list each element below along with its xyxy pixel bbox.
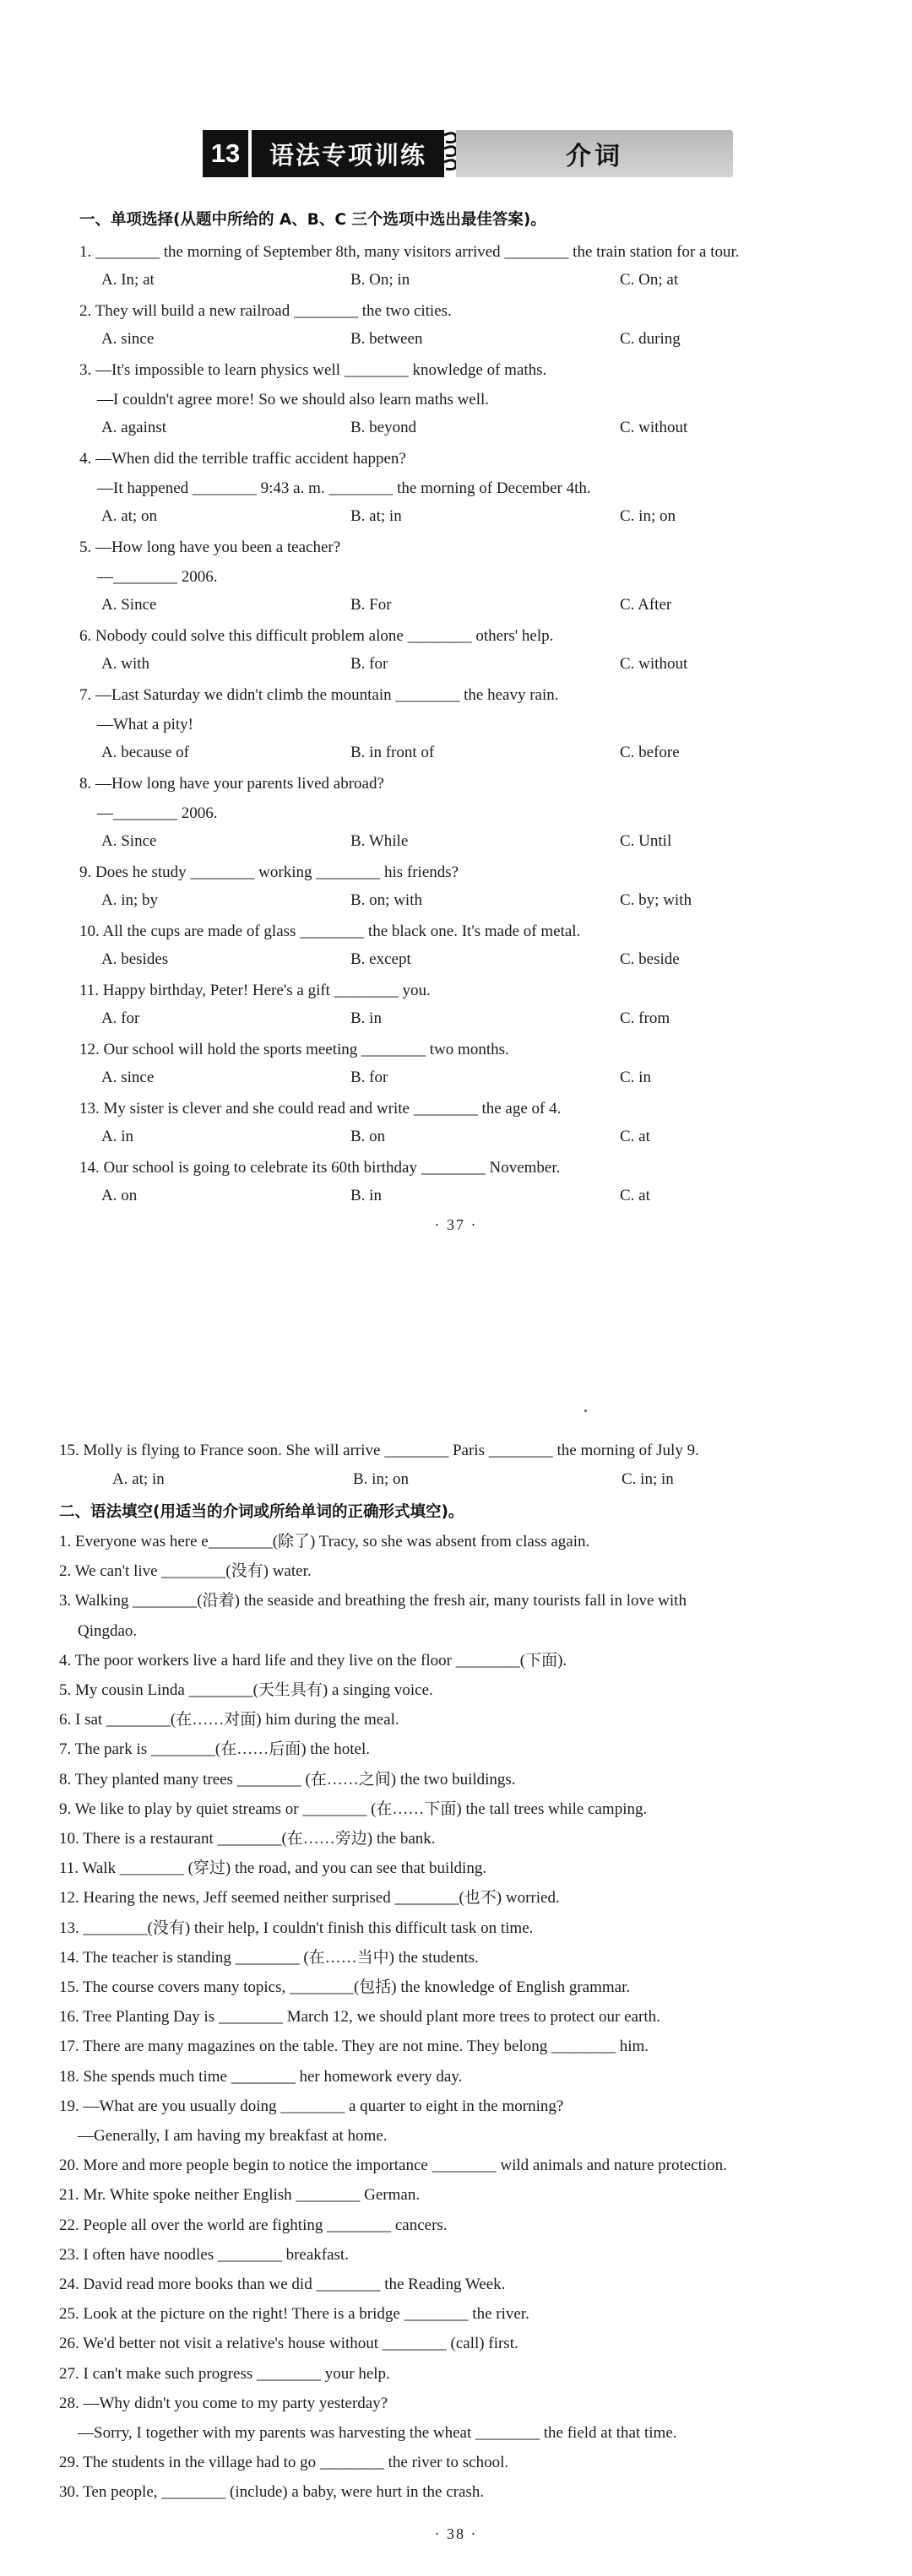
scan-speck <box>584 1410 587 1412</box>
page-37 <box>0 0 912 1283</box>
question-8-option-a: A. Since <box>101 832 157 850</box>
question-5-option-b: B. For <box>350 596 392 614</box>
question-3-option-c: C. without <box>620 419 688 436</box>
fill-in-line: 13. ________(没有) their help, I couldn't finish this difficult task on time. <box>59 1919 534 1937</box>
question-15-option-c: C. in; in <box>622 1470 674 1488</box>
fill-in-line: 2. We can't live ________(没有) water. <box>59 1562 312 1580</box>
page-38 <box>0 1283 912 2576</box>
question-4-option-a: A. at; on <box>101 507 157 525</box>
question-6-line: 6. Nobody could solve this difficult problem alone ________ others' help. <box>79 627 554 645</box>
fill-in-line: 26. We'd better not visit a relative's house without ________ (call) first. <box>59 2335 518 2352</box>
question-5-option-a: A. Since <box>101 596 157 614</box>
question-1-option-b: B. On; in <box>350 271 410 289</box>
fill-in-line: 6. I sat ________(在……对面) him during the meal. <box>59 1711 399 1729</box>
fill-in-line: 25. Look at the picture on the right! There is a bridge ________ the river. <box>59 2305 529 2323</box>
fill-in-line: —Generally, I am having my breakfast at home. <box>78 2127 388 2145</box>
question-14-option-a: A. on <box>101 1187 138 1204</box>
question-2-line: 2. They will build a new railroad ________ the two cities. <box>79 302 452 320</box>
question-4-line: 4. —When did the terrible traffic accident happen? <box>79 450 406 468</box>
banner-number: 13 <box>203 130 248 177</box>
question-14-line: 14. Our school is going to celebrate its 60th birthday ________ November. <box>79 1159 561 1177</box>
question-7-line: 7. —Last Saturday we didn't climb the mountain ________ the heavy rain. <box>79 686 559 704</box>
question-3-line: —I couldn't agree more! So we should also learn maths well. <box>97 391 490 409</box>
fill-in-line: 9. We like to play by quiet streams or ________ (在……下面) the tall trees while camping. <box>59 1800 648 1818</box>
fill-in-line: 10. There is a restaurant ________(在……旁边) the bank. <box>59 1830 436 1848</box>
question-9-option-a: A. in; by <box>101 891 159 909</box>
question-1-option-c: C. On; at <box>620 271 679 289</box>
question-4-line: —It happened ________ 9:43 a. m. ________ the morning of December 4th. <box>97 479 591 497</box>
question-9-option-c: C. by; with <box>620 891 692 909</box>
question-5-option-c: C. After <box>620 596 672 614</box>
question-8-option-b: B. While <box>350 832 409 850</box>
fill-in-line: 29. The students in the village had to go ________ the river to school. <box>59 2454 509 2471</box>
question-9-line: 9. Does he study ________ working ________ his friends? <box>79 863 459 881</box>
fill-in-line: 14. The teacher is standing ________ (在……当中) the students. <box>59 1949 479 1967</box>
fill-in-line: Qingdao. <box>78 1622 138 1640</box>
fill-in-line: 11. Walk ________ (穿过) the road, and you can see that building. <box>59 1859 487 1877</box>
question-12-option-b: B. for <box>350 1069 388 1086</box>
page-number: · 38 · <box>434 2525 478 2542</box>
question-11-option-a: A. for <box>101 1009 140 1027</box>
fill-in-line: 8. They planted many trees ________ (在……之间) the two buildings. <box>59 1771 516 1789</box>
banner-topic: 介词 <box>456 130 733 177</box>
question-3-option-a: A. against <box>101 419 167 436</box>
question-2-option-c: C. during <box>620 330 681 348</box>
question-15-stem: 15. Molly is flying to France soon. She will arrive ________ Paris ________ the morning of July 9. <box>59 1442 699 1459</box>
fill-in-line: 19. —What are you usually doing ________ a quarter to eight in the morning? <box>59 2097 564 2115</box>
question-13-line: 13. My sister is clever and she could read and write ________ the age of 4. <box>79 1100 562 1118</box>
question-10-option-a: A. besides <box>101 950 169 968</box>
question-13-option-c: C. at <box>620 1128 650 1145</box>
question-8-line: —________ 2006. <box>97 804 218 822</box>
question-11-option-b: B. in <box>350 1009 382 1027</box>
question-9-option-b: B. on; with <box>350 891 422 909</box>
fill-in-line: 7. The park is ________(在……后面) the hotel. <box>59 1740 370 1758</box>
fill-in-line: 24. David read more books than we did ________ the Reading Week. <box>59 2276 506 2293</box>
question-5-line: —________ 2006. <box>97 568 218 586</box>
question-7-option-a: A. because of <box>101 744 189 761</box>
question-14-option-c: C. at <box>620 1187 650 1204</box>
question-10-option-c: C. beside <box>620 950 680 968</box>
fill-in-line: 28. —Why didn't you come to my party yesterday? <box>59 2395 388 2412</box>
fill-in-line: 12. Hearing the news, Jeff seemed neither surprised ________(也不) worried. <box>59 1889 560 1907</box>
question-6-option-c: C. without <box>620 655 688 673</box>
question-13-option-a: A. in <box>101 1128 133 1145</box>
part2-heading: 二、语法填空(用适当的介词或所给单词的正确形式填空)。 <box>59 1503 464 1521</box>
fill-in-line: 5. My cousin Linda ________(天生具有) a singing voice. <box>59 1681 433 1699</box>
question-5-line: 5. —How long have you been a teacher? <box>79 538 341 556</box>
section-banner <box>203 127 733 181</box>
part1-heading: 一、单项选择(从题中所给的 A、B、C 三个选项中选出最佳答案)。 <box>79 211 546 229</box>
question-12-line: 12. Our school will hold the sports meeting ________ two months. <box>79 1041 509 1058</box>
question-1-option-a: A. In; at <box>101 271 155 289</box>
question-3-line: 3. —It's impossible to learn physics well ________ knowledge of maths. <box>79 361 547 379</box>
question-14-option-b: B. in <box>350 1187 382 1204</box>
question-2-option-b: B. between <box>350 330 423 348</box>
fill-in-line: 27. I can't make such progress ________ your help. <box>59 2365 390 2383</box>
question-11-option-c: C. from <box>620 1009 670 1027</box>
question-7-option-c: C. before <box>620 744 680 761</box>
fill-in-line: 18. She spends much time ________ her homework every day. <box>59 2068 463 2086</box>
fill-in-line: —Sorry, I together with my parents was harvesting the wheat ________ the field at that time. <box>78 2424 677 2442</box>
question-10-line: 10. All the cups are made of glass ________ the black one. It's made of metal. <box>79 923 581 940</box>
fill-in-line: 22. People all over the world are fighting ________ cancers. <box>59 2216 448 2234</box>
question-4-option-b: B. at; in <box>350 507 402 525</box>
fill-in-line: 4. The poor workers live a hard life and they live on the floor ________(下面). <box>59 1652 567 1670</box>
question-10-option-b: B. except <box>350 950 411 968</box>
question-11-line: 11. Happy birthday, Peter! Here's a gift ________ you. <box>79 982 431 999</box>
question-2-option-a: A. since <box>101 330 155 348</box>
question-6-option-a: A. with <box>101 655 149 673</box>
question-15-option-b: B. in; on <box>353 1470 409 1488</box>
fill-in-line: 16. Tree Planting Day is ________ March 12, we should plant more trees to protect our earth. <box>59 2008 660 2026</box>
fill-in-line: 21. Mr. White spoke neither English ________ German. <box>59 2186 421 2204</box>
fill-in-line: 20. More and more people begin to notice the importance ________ wild animals and nature protection. <box>59 2157 727 2174</box>
fill-in-line: 23. I often have noodles ________ breakfast. <box>59 2246 349 2264</box>
question-13-option-b: B. on <box>350 1128 386 1145</box>
question-12-option-c: C. in <box>620 1069 651 1086</box>
question-8-option-c: C. Until <box>620 832 672 850</box>
fill-in-line: 15. The course covers many topics, ________(包括) the knowledge of English grammar. <box>59 1978 631 1996</box>
question-1-line: 1. ________ the morning of September 8th, many visitors arrived ________ the train station for a tour. <box>79 243 740 261</box>
banner-title: 语法专项训练 <box>252 130 444 177</box>
fill-in-line: 3. Walking ________(沿着) the seaside and breathing the fresh air, many tourists fall in love with <box>59 1592 687 1610</box>
question-15-option-a: A. at; in <box>112 1470 165 1488</box>
page-number: · 37 · <box>434 1216 478 1233</box>
question-7-line: —What a pity! <box>97 716 193 733</box>
question-3-option-b: B. beyond <box>350 419 417 436</box>
question-4-option-c: C. in; on <box>620 507 676 525</box>
fill-in-line: 30. Ten people, ________ (include) a baby, were hurt in the crash. <box>59 2483 485 2501</box>
question-8-line: 8. —How long have your parents lived abroad? <box>79 775 384 793</box>
question-7-option-b: B. in front of <box>350 744 435 761</box>
question-6-option-b: B. for <box>350 655 388 673</box>
fill-in-line: 1. Everyone was here e________(除了) Tracy, so she was absent from class again. <box>59 1533 590 1550</box>
fill-in-line: 17. There are many magazines on the table. They are not mine. They belong ________ him. <box>59 2038 649 2055</box>
question-12-option-a: A. since <box>101 1069 155 1086</box>
